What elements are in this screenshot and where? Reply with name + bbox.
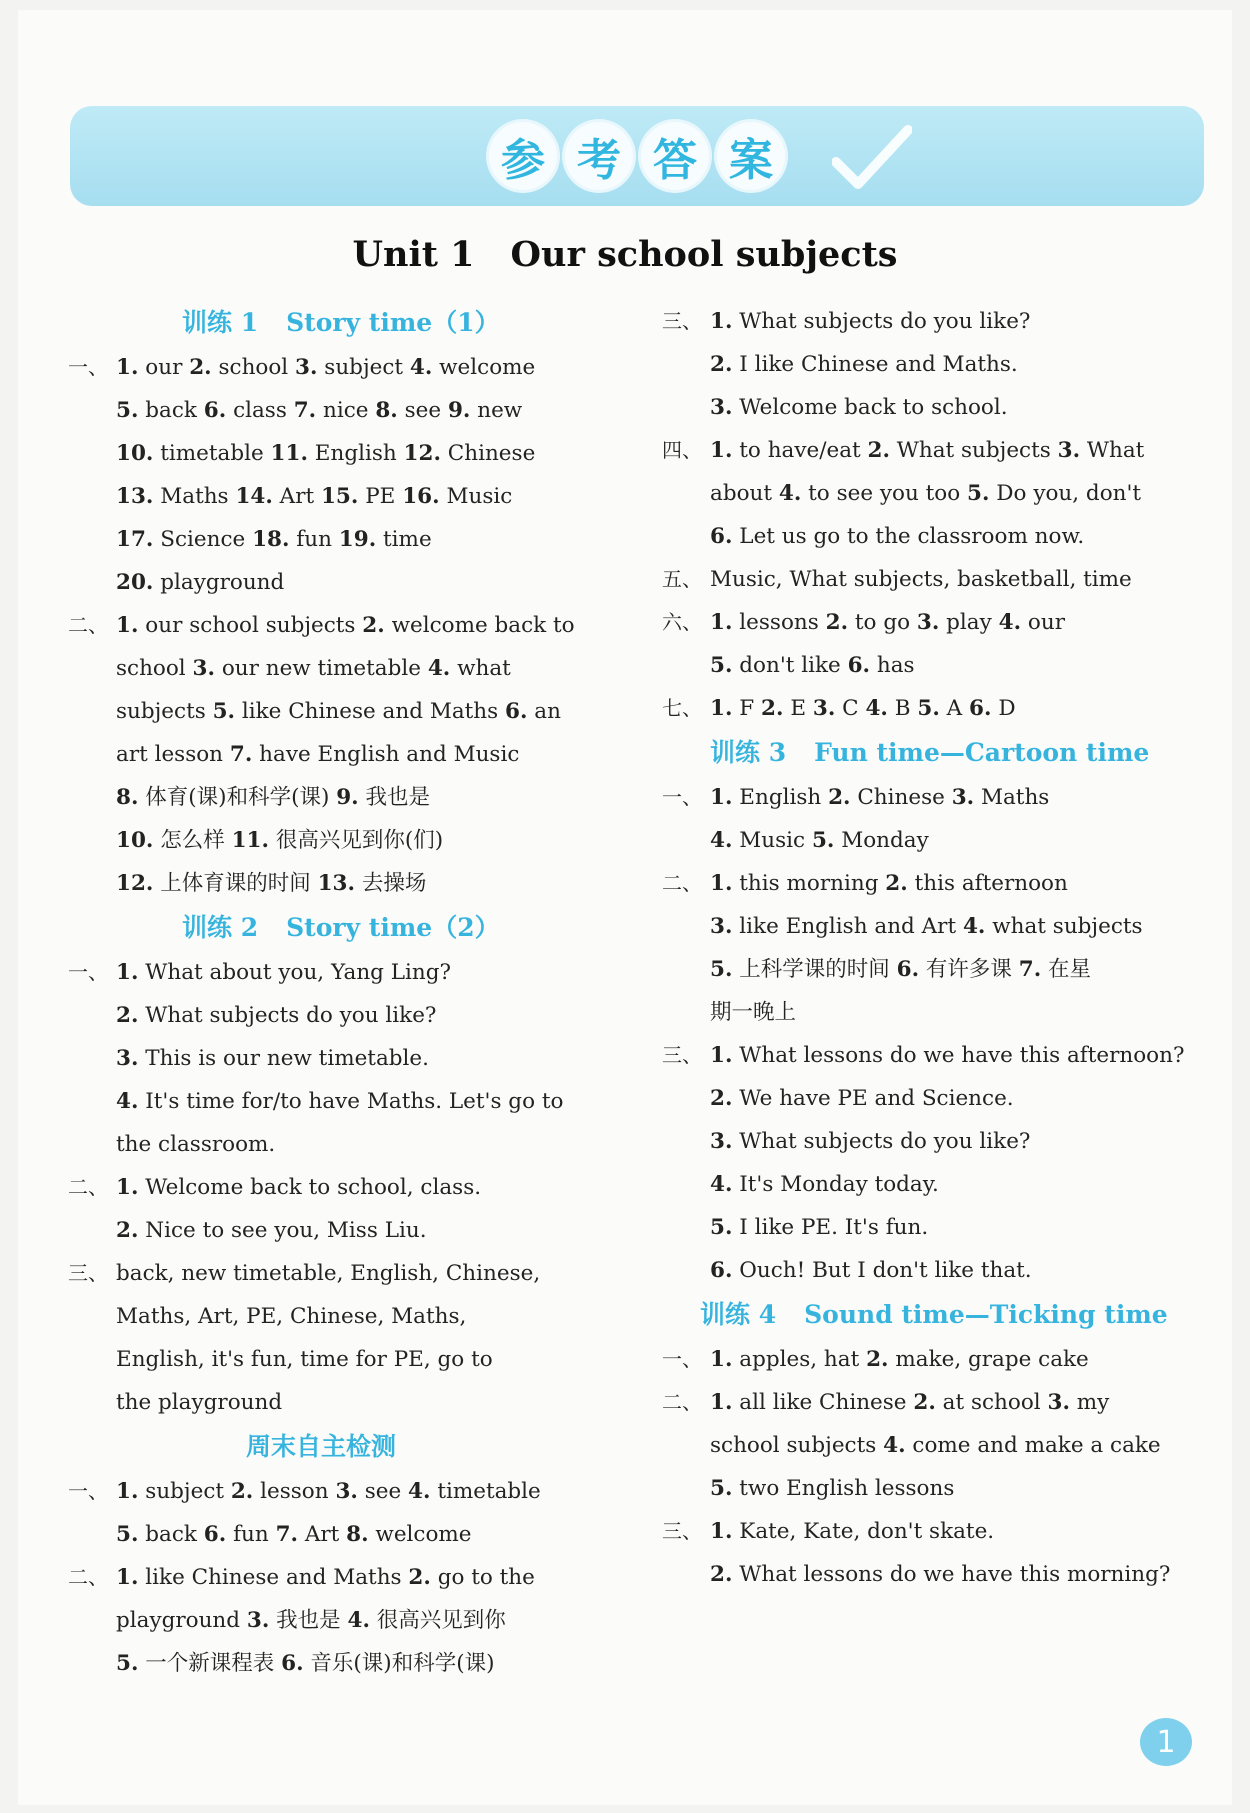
- answer-block: [68, 951, 620, 1424]
- section-title: [662, 1292, 1210, 1338]
- answer-line: [68, 733, 620, 776]
- section-label: 训练 3: [710, 738, 787, 767]
- answer-line: [662, 1338, 1210, 1381]
- answer-line: [68, 346, 620, 389]
- answer-text: 1. Kate, Kate, don't skate.: [710, 1519, 995, 1544]
- question-marker: 一、: [68, 355, 108, 379]
- answer-block: [662, 776, 1210, 1292]
- answer-text: 3. Welcome back to school.: [710, 395, 1008, 420]
- checkmark-icon: [832, 124, 912, 194]
- answer-line: [662, 300, 1210, 343]
- page-number: 1: [1140, 1718, 1192, 1766]
- banner-char: 案: [717, 122, 785, 190]
- answer-line: [68, 1252, 620, 1295]
- question-marker: 一、: [68, 1479, 108, 1503]
- answer-text: 1. lessons 2. to go 3. play 4. our: [710, 610, 1065, 635]
- answer-text: 1. all like Chinese 2. at school 3. my: [710, 1390, 1110, 1415]
- answer-text: 2. What subjects do you like?: [116, 1003, 437, 1028]
- answer-text: 17. Science 18. fun 19. time: [116, 527, 432, 552]
- question-marker: 三、: [662, 1043, 702, 1067]
- answer-text: 5. back 6. fun 7. Art 8. welcome: [116, 1522, 472, 1547]
- section-label: 训练 4: [700, 1300, 777, 1329]
- answer-text: the classroom.: [116, 1132, 276, 1157]
- answer-line: [68, 604, 620, 647]
- answer-text: 5. two English lessons: [710, 1476, 955, 1501]
- answer-line: [662, 991, 1210, 1034]
- answer-text: 4. It's time for/to have Maths. Let's go to: [116, 1089, 564, 1114]
- banner-char: 参: [489, 122, 557, 190]
- section-title: [68, 300, 620, 346]
- answer-line: [662, 558, 1210, 601]
- answer-text: 8. 体育(课)和科学(课) 9. 我也是: [116, 785, 430, 810]
- answer-line: [662, 776, 1210, 819]
- answer-text: Music, What subjects, basketball, time: [710, 567, 1132, 592]
- question-marker: 三、: [68, 1261, 108, 1285]
- answer-text: 10. 怎么样 11. 很高兴见到你(们): [116, 828, 444, 853]
- answer-text: 10. timetable 11. English 12. Chinese: [116, 441, 536, 466]
- answer-text: about 4. to see you too 5. Do you, don't: [710, 481, 1142, 506]
- answer-text: 13. Maths 14. Art 15. PE 16. Music: [116, 484, 513, 509]
- answer-line: [68, 1166, 620, 1209]
- answer-text: English, it's fun, time for PE, go to: [116, 1347, 493, 1372]
- question-marker: 七、: [662, 696, 702, 720]
- answer-line: [68, 561, 620, 604]
- answer-line: [662, 601, 1210, 644]
- answer-line: [662, 1467, 1210, 1510]
- answer-line: [662, 429, 1210, 472]
- answer-line: [662, 386, 1210, 429]
- answer-line: [68, 1080, 620, 1123]
- unit-name: Our school subjects: [510, 234, 898, 275]
- section-name: Fun time—Cartoon time: [814, 738, 1150, 767]
- question-marker: 二、: [68, 613, 108, 637]
- answer-text: 4. It's Monday today.: [710, 1172, 939, 1197]
- answer-text: 1. What subjects do you like?: [710, 309, 1031, 334]
- answer-text: 1. Welcome back to school, class.: [116, 1175, 482, 1200]
- section-label: 训练 2: [182, 913, 259, 942]
- answer-line: [662, 1249, 1210, 1292]
- answer-line: [68, 776, 620, 819]
- answer-text: art lesson 7. have English and Music: [116, 742, 520, 767]
- answer-text: 1. like Chinese and Maths 2. go to the: [116, 1565, 535, 1590]
- answer-line: [68, 819, 620, 862]
- answer-line: [662, 1381, 1210, 1424]
- section-label: 训练 1: [182, 308, 259, 337]
- answer-text: 3. What subjects do you like?: [710, 1129, 1031, 1154]
- answer-line: [662, 819, 1210, 862]
- question-marker: 二、: [662, 871, 702, 895]
- answer-block: [68, 1470, 620, 1685]
- answer-text: 1. to have/eat 2. What subjects 3. What: [710, 438, 1145, 463]
- answer-block: [662, 300, 1210, 730]
- answer-text: 1. apples, hat 2. make, grape cake: [710, 1347, 1089, 1372]
- answer-text: 1. our 2. school 3. subject 4. welcome: [116, 355, 536, 380]
- answer-text: 1. What about you, Yang Ling?: [116, 960, 452, 985]
- answer-line: [662, 905, 1210, 948]
- answer-line: [68, 1556, 620, 1599]
- left-column: [68, 300, 620, 1685]
- answer-banner: [70, 106, 1204, 206]
- answer-text: back, new timetable, English, Chinese,: [116, 1261, 541, 1286]
- question-marker: 二、: [662, 1390, 702, 1414]
- answer-text: 5. I like PE. It's fun.: [710, 1215, 929, 1240]
- answer-line: [662, 862, 1210, 905]
- answer-line: [68, 690, 620, 733]
- answer-line: [68, 1037, 620, 1080]
- answer-text: 1. our school subjects 2. welcome back to: [116, 613, 575, 638]
- answer-block: [68, 346, 620, 905]
- answer-line: [662, 1034, 1210, 1077]
- answer-line: [662, 1424, 1210, 1467]
- question-marker: 二、: [68, 1565, 108, 1589]
- section-title: [68, 1424, 620, 1470]
- section-name: Story time（1）: [286, 308, 500, 337]
- answer-text: Maths, Art, PE, Chinese, Maths,: [116, 1304, 467, 1329]
- question-marker: 四、: [662, 438, 702, 462]
- answer-text: subjects 5. like Chinese and Maths 6. an: [116, 699, 561, 724]
- answer-line: [68, 862, 620, 905]
- answer-line: [68, 1513, 620, 1556]
- section-title: [662, 730, 1210, 776]
- question-marker: 一、: [68, 960, 108, 984]
- answer-line: [68, 647, 620, 690]
- answer-text: 20. playground: [116, 570, 285, 595]
- answer-line: [662, 1120, 1210, 1163]
- banner-char: 答: [641, 122, 709, 190]
- answer-line: [662, 1206, 1210, 1249]
- answer-text: playground 3. 我也是 4. 很高兴见到你: [116, 1608, 506, 1633]
- answer-text: 5. 上科学课的时间 6. 有许多课 7. 在星: [710, 957, 1092, 982]
- answer-text: 5. don't like 6. has: [710, 653, 915, 678]
- unit-title: [0, 234, 1250, 275]
- section-label: 周末自主检测: [246, 1432, 397, 1461]
- answer-text: 6. Let us go to the classroom now.: [710, 524, 1085, 549]
- banner-char: 考: [565, 122, 633, 190]
- answer-line: [662, 1510, 1210, 1553]
- answer-text: 2. What lessons do we have this morning?: [710, 1562, 1171, 1587]
- unit-number: Unit 1: [352, 234, 475, 275]
- answer-text: 5. back 6. class 7. nice 8. see 9. new: [116, 398, 523, 423]
- answer-line: [68, 1381, 620, 1424]
- answer-text: school 3. our new timetable 4. what: [116, 656, 511, 681]
- answer-line: [68, 1470, 620, 1513]
- section-name: Sound time—Ticking time: [804, 1300, 1168, 1329]
- answer-line: [68, 1295, 620, 1338]
- answer-text: school subjects 4. come and make a cake: [710, 1433, 1161, 1458]
- answer-text: 1. subject 2. lesson 3. see 4. timetable: [116, 1479, 541, 1504]
- answer-line: [662, 948, 1210, 991]
- question-marker: 六、: [662, 610, 702, 634]
- answer-line: [662, 343, 1210, 386]
- answer-text: 1. F 2. E 3. C 4. B 5. A 6. D: [710, 696, 1016, 721]
- answer-text: 2. I like Chinese and Maths.: [710, 352, 1018, 377]
- answer-line: [662, 1077, 1210, 1120]
- answer-line: [68, 994, 620, 1037]
- section-title: [68, 905, 620, 951]
- answer-line: [662, 644, 1210, 687]
- answer-line: [662, 687, 1210, 730]
- answer-text: 期一晚上: [710, 1000, 797, 1025]
- question-marker: 一、: [662, 785, 702, 809]
- answer-line: [662, 472, 1210, 515]
- answer-text: 1. English 2. Chinese 3. Maths: [710, 785, 1050, 810]
- answer-text: 12. 上体育课的时间 13. 去操场: [116, 871, 427, 896]
- answer-line: [662, 1553, 1210, 1596]
- question-marker: 一、: [662, 1347, 702, 1371]
- answer-line: [662, 1163, 1210, 1206]
- answer-line: [662, 515, 1210, 558]
- answer-line: [68, 1123, 620, 1166]
- answer-line: [68, 389, 620, 432]
- answer-block: [662, 1338, 1210, 1596]
- answer-line: [68, 475, 620, 518]
- answer-text: 5. 一个新课程表 6. 音乐(课)和科学(课): [116, 1651, 495, 1676]
- answer-line: [68, 1338, 620, 1381]
- answer-text: 6. Ouch! But I don't like that.: [710, 1258, 1032, 1283]
- question-marker: 三、: [662, 1519, 702, 1543]
- section-name: Story time（2）: [286, 913, 500, 942]
- answer-line: [68, 1209, 620, 1252]
- answer-line: [68, 1599, 620, 1642]
- question-marker: 五、: [662, 567, 702, 591]
- answer-text: 3. like English and Art 4. what subjects: [710, 914, 1143, 939]
- question-marker: 三、: [662, 309, 702, 333]
- answer-line: [68, 518, 620, 561]
- answer-text: 1. What lessons do we have this afternoon?: [710, 1043, 1185, 1068]
- answer-text: 4. Music 5. Monday: [710, 828, 929, 853]
- answer-text: 1. this morning 2. this afternoon: [710, 871, 1068, 896]
- answer-text: 2. We have PE and Science.: [710, 1086, 1014, 1111]
- question-marker: 二、: [68, 1175, 108, 1199]
- answer-line: [68, 951, 620, 994]
- answer-text: the playground: [116, 1390, 283, 1415]
- answer-text: 2. Nice to see you, Miss Liu.: [116, 1218, 427, 1243]
- right-column: [662, 300, 1210, 1596]
- answer-line: [68, 432, 620, 475]
- answer-line: [68, 1642, 620, 1685]
- answer-text: 3. This is our new timetable.: [116, 1046, 429, 1071]
